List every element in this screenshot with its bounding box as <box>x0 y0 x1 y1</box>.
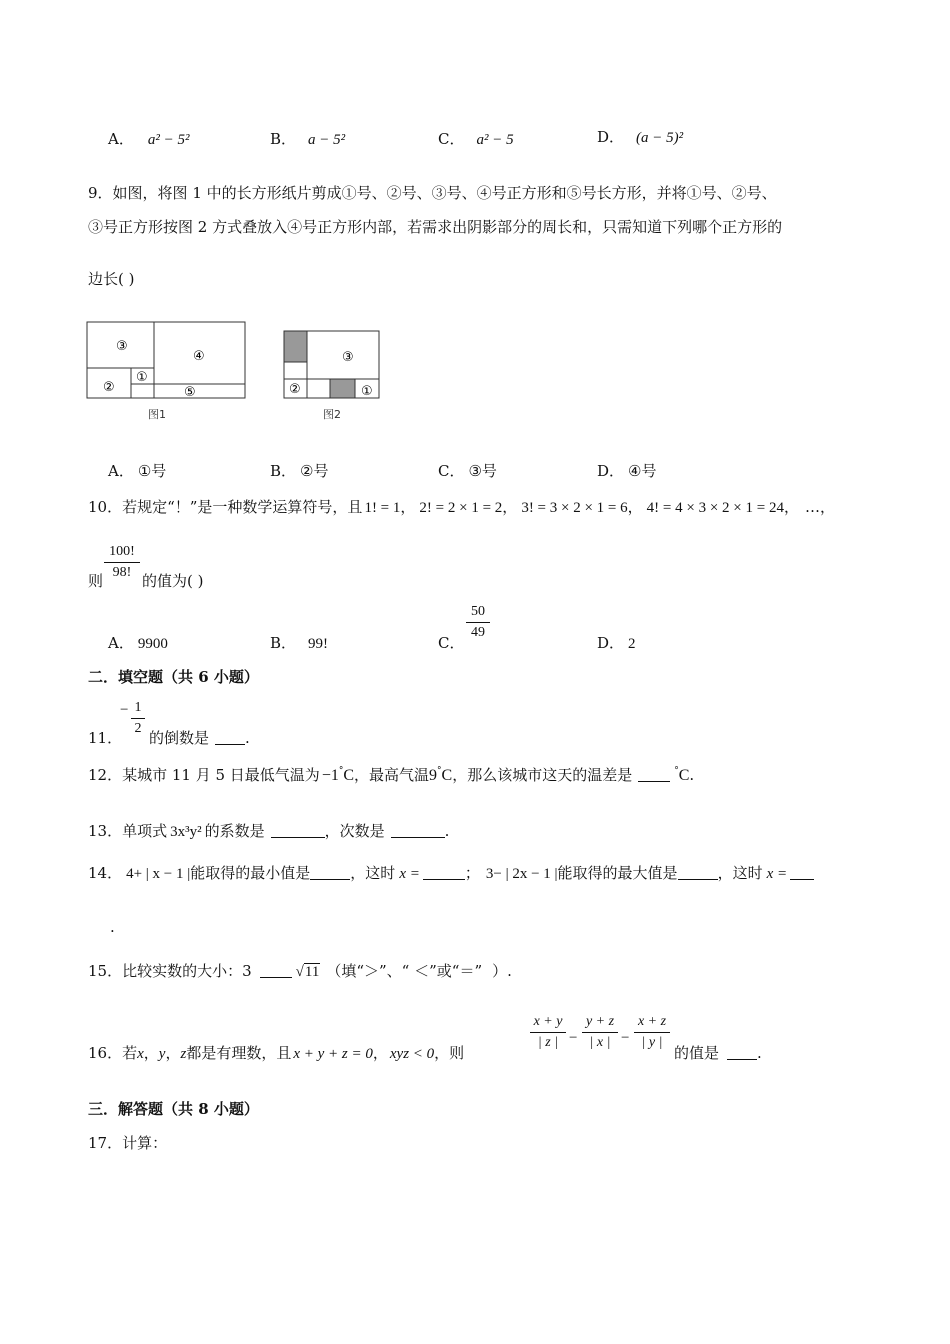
q14-min-blank[interactable] <box>310 865 350 880</box>
q9-line2: ③号正方形按图 2 方式叠放入④号正方形内部，若需求出阴影部分的周长和，只需知道下列哪个正方形的 <box>88 218 783 236</box>
q16-fraction-3: x + z | y | <box>634 1014 670 1051</box>
section-2-title: 二．填空题（共 6 小题） <box>88 668 259 686</box>
fig2-label-2: ② <box>289 382 301 397</box>
q10-option-a: A． 9900 <box>108 634 168 652</box>
q15-sqrt: 11 <box>304 964 320 980</box>
q10-option-d: D． 2 <box>597 634 636 652</box>
q10-line2-post: 的值为( ) <box>142 572 204 590</box>
q13-coefficient-blank[interactable] <box>271 823 325 838</box>
q8-option-a: A． a² − 5² <box>108 130 190 148</box>
q11-blank[interactable] <box>215 730 245 745</box>
fig1-label-1: ① <box>136 370 148 385</box>
q9-option-d: D． ④号 <box>597 462 657 480</box>
q11-number: 11． <box>88 729 123 747</box>
q16-suffix: 的值是 . <box>674 1044 762 1062</box>
section-3-title: 三．解答题（共 8 小题） <box>88 1100 259 1118</box>
q12-blank[interactable] <box>638 767 670 782</box>
q9-option-a: A． ①号 <box>108 462 167 480</box>
q14-x2-blank[interactable] <box>790 865 814 880</box>
q9-line1: 9．如图，将图 1 中的长方形纸片剪成①号、②号、③号、④号正方形和⑤号长方形，并将①号、②号、 <box>88 184 777 202</box>
fig1-label-3: ③ <box>116 339 128 354</box>
q17: 17．计算： <box>88 1134 168 1152</box>
q9-line3: 边长( ) <box>88 270 135 288</box>
q8-option-a-expr: a² − 5² <box>147 132 190 148</box>
q15-blank[interactable] <box>260 963 292 978</box>
q9-figures <box>80 315 400 427</box>
q14-dot: . <box>110 918 115 936</box>
q16-fraction-2: y + z | x | <box>582 1014 618 1051</box>
q8-option-c: C． a² − 5 <box>438 130 514 148</box>
answer-paren: ( ) <box>187 572 204 590</box>
q16-fraction-1: x + y | z | <box>530 1014 566 1051</box>
q14: 14． 4+ | x − 1 |能取得的最小值是 ，这时 x = ； 3− | 2x − 1 |能取得的最大值是 ，这时 x = <box>88 862 814 883</box>
q11-minus: − <box>120 702 129 718</box>
q10-option-c: C． <box>438 634 465 652</box>
q16-prefix: 16．若x，y，z都是有理数，且 x + y + z = 0， xyz < 0，则 <box>88 1044 465 1062</box>
q13-degree-blank[interactable] <box>391 823 445 838</box>
fig2-label-3: ③ <box>342 350 354 365</box>
answer-paren: ( ) <box>118 270 135 288</box>
q15: 15．比较实数的大小：3 √11 （填“＞”、“ ＜”或“＝” ）. <box>88 962 512 980</box>
fig1-label-4: ④ <box>193 349 205 364</box>
q14-x1-blank[interactable] <box>423 865 465 880</box>
fig1-label-2: ② <box>103 380 115 395</box>
q10-option-b: B． 99! <box>270 634 329 652</box>
q12: 12．某城市 11 月 5 日最低气温为 −1°C，最高气温9°C，那么该城市这天的温差是 °C. <box>88 766 695 784</box>
q16-blank[interactable] <box>727 1045 757 1060</box>
q16-minus-1: − <box>569 1030 578 1046</box>
fig1-label-5: ⑤ <box>184 385 196 400</box>
q10-line2-pre: 则 <box>88 572 104 590</box>
q10-fraction: 100! 98! <box>104 544 140 581</box>
q11-fraction: 1 2 <box>131 700 145 737</box>
q10-option-c-fraction: 50 49 <box>466 604 490 641</box>
fig2-caption: 图2 <box>323 408 341 421</box>
q13: 13．单项式 3x³y² 的系数是 ，次数是 . <box>88 822 450 840</box>
q10-line1: 10．若规定“！”是一种数学运算符号，且 1! = 1， 2! = 2 × 1 = 2， 3! = 3 × 2 × 1 = 6， 4! = 4 × 3 × 2 × 1 = 24， …， <box>88 498 835 516</box>
q11-text: 的倒数是 . <box>149 729 250 747</box>
q9-option-b: B． ②号 <box>270 462 329 480</box>
fig2-label-1: ① <box>361 384 373 399</box>
q16-minus-2: − <box>621 1030 630 1046</box>
fig1-caption: 图1 <box>148 408 166 421</box>
q9-option-c: C． ③号 <box>438 462 497 480</box>
q8-option-b: B． a − 5² <box>270 130 346 148</box>
q14-max-blank[interactable] <box>678 865 718 880</box>
q8-option-d: D． (a − 5)² <box>597 128 684 146</box>
